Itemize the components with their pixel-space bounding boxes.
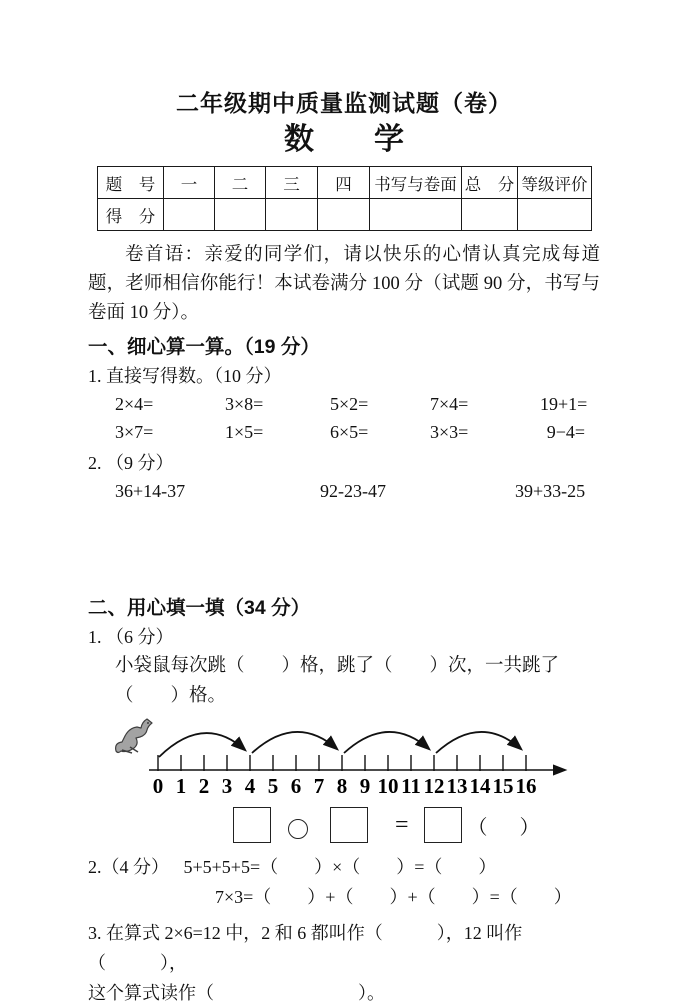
svg-text:2: 2 <box>198 774 210 798</box>
calc-item: 6×5= <box>330 422 369 442</box>
expr-item: 92-23-47 <box>320 481 386 501</box>
svg-text:3: 3 <box>221 774 233 798</box>
calc-item: 9−4= <box>546 422 585 442</box>
svg-text:5: 5 <box>267 774 279 798</box>
svg-text:7: 7 <box>313 774 325 798</box>
svg-text:13: 13 <box>446 774 468 798</box>
score-header-cell: 等级评价 <box>518 167 592 199</box>
section2-q1-text: 小袋鼠每次跳（ ）格，跳了（ ）次，一共跳了（ ）格。 <box>115 656 560 706</box>
calc-item: 19+1= <box>540 394 588 414</box>
section2-q3-line2: 这个算式读作（ ）。 <box>88 983 385 1003</box>
calc-item: 3×7= <box>115 422 154 442</box>
score-header-cell: 题 号 <box>98 167 164 199</box>
number-line-labels <box>153 774 537 798</box>
svg-text:11: 11 <box>401 774 421 798</box>
score-row-label: 得 分 <box>98 199 164 231</box>
svg-text:9: 9 <box>359 774 371 798</box>
section2-q2-line1 <box>88 852 600 882</box>
jump-arc-12-16 <box>436 732 521 753</box>
jump-arc-0-4 <box>159 733 245 757</box>
score-header-cell: 书写与卷面 <box>370 167 462 199</box>
answer-box <box>330 807 368 843</box>
section1-q2-label: 2. （9 分） <box>88 453 174 473</box>
svg-text:16: 16 <box>515 774 537 798</box>
score-cell-empty <box>462 199 518 231</box>
score-cell-empty <box>215 199 266 231</box>
calc-row-1 <box>88 390 600 418</box>
section2-q2-line2: 7×3=（ ）+（ ）+（ ）=（ ） <box>215 887 572 907</box>
svg-text:15: 15 <box>492 774 514 798</box>
unit-blank: （ ） <box>467 816 546 839</box>
number-line-svg <box>113 713 583 797</box>
section2-q2-label: 2.（4 分） <box>88 857 169 877</box>
subject-title: 数 学 <box>284 123 404 156</box>
section2-heading: 二、用心填一填（34 分） <box>88 597 311 619</box>
score-table-header-row <box>98 167 592 199</box>
jump-arc-4-8 <box>252 732 337 753</box>
svg-text:4: 4 <box>244 774 256 798</box>
page-title: 二年级期中质量监测试题（卷） <box>176 90 512 116</box>
answer-box <box>233 807 271 843</box>
calc-item: 5×2= <box>330 394 369 414</box>
box-equation-row <box>233 804 600 846</box>
jump-arc-8-12 <box>344 732 429 753</box>
score-header-cell: 总 分 <box>462 167 518 199</box>
score-header-cell: 三 <box>266 167 318 199</box>
svg-text:10: 10 <box>377 774 399 798</box>
score-cell-empty <box>518 199 592 231</box>
svg-text:1: 1 <box>175 774 187 798</box>
section1-heading: 一、细心算一算。（19 分） <box>88 336 320 358</box>
section2-q3-line1: 3. 在算式 2×6=12 中，2 和 6 都叫作（ ），12 叫作（ ）， <box>88 923 523 973</box>
calc-row-2 <box>88 418 600 446</box>
number-line-figure <box>113 713 600 802</box>
calc-item: 3×8= <box>225 394 264 414</box>
expr-item: 39+33-25 <box>515 481 586 501</box>
column-calc-row <box>88 477 600 505</box>
jump-arcs <box>159 732 521 757</box>
number-line-ticks <box>158 755 526 771</box>
operator-circle <box>288 819 308 839</box>
score-header-cell: 四 <box>318 167 370 199</box>
calc-item: 2×4= <box>115 394 154 414</box>
preface-text: 卷首语：亲爱的同学们，请以快乐的心情认真完成每道题，老师相信你能行！本试卷满分 100 分（试题 90 分，书写与卷面 10 分）。 <box>88 245 600 323</box>
calc-item: 7×4= <box>430 394 469 414</box>
score-header-cell: 二 <box>215 167 266 199</box>
kangaroo-icon <box>116 719 152 753</box>
svg-text:0: 0 <box>152 774 164 798</box>
score-cell-empty <box>266 199 318 231</box>
svg-text:6: 6 <box>290 774 302 798</box>
equals-sign: = <box>395 811 409 838</box>
svg-text:8: 8 <box>336 774 348 798</box>
svg-text:12: 12 <box>423 774 445 798</box>
section2-q2-expression1: 5+5+5+5=（ ）×（ ）=（ ） <box>183 857 497 877</box>
section1-q1-label: 1. 直接写得数。（10 分） <box>88 366 282 386</box>
score-table-score-row <box>98 199 592 231</box>
calc-item: 3×3= <box>430 422 469 442</box>
calc-item: 1×5= <box>225 422 264 442</box>
score-cell-empty <box>370 199 462 231</box>
expr-item: 36+14-37 <box>115 481 186 501</box>
score-header-cell: 一 <box>164 167 215 199</box>
work-space-blank <box>88 505 600 589</box>
section2-q1-label: 1. （6 分） <box>88 627 174 647</box>
svg-text:14: 14 <box>469 774 491 798</box>
score-cell-empty <box>318 199 370 231</box>
answer-box <box>424 807 462 843</box>
score-cell-empty <box>164 199 215 231</box>
score-table <box>97 166 592 231</box>
